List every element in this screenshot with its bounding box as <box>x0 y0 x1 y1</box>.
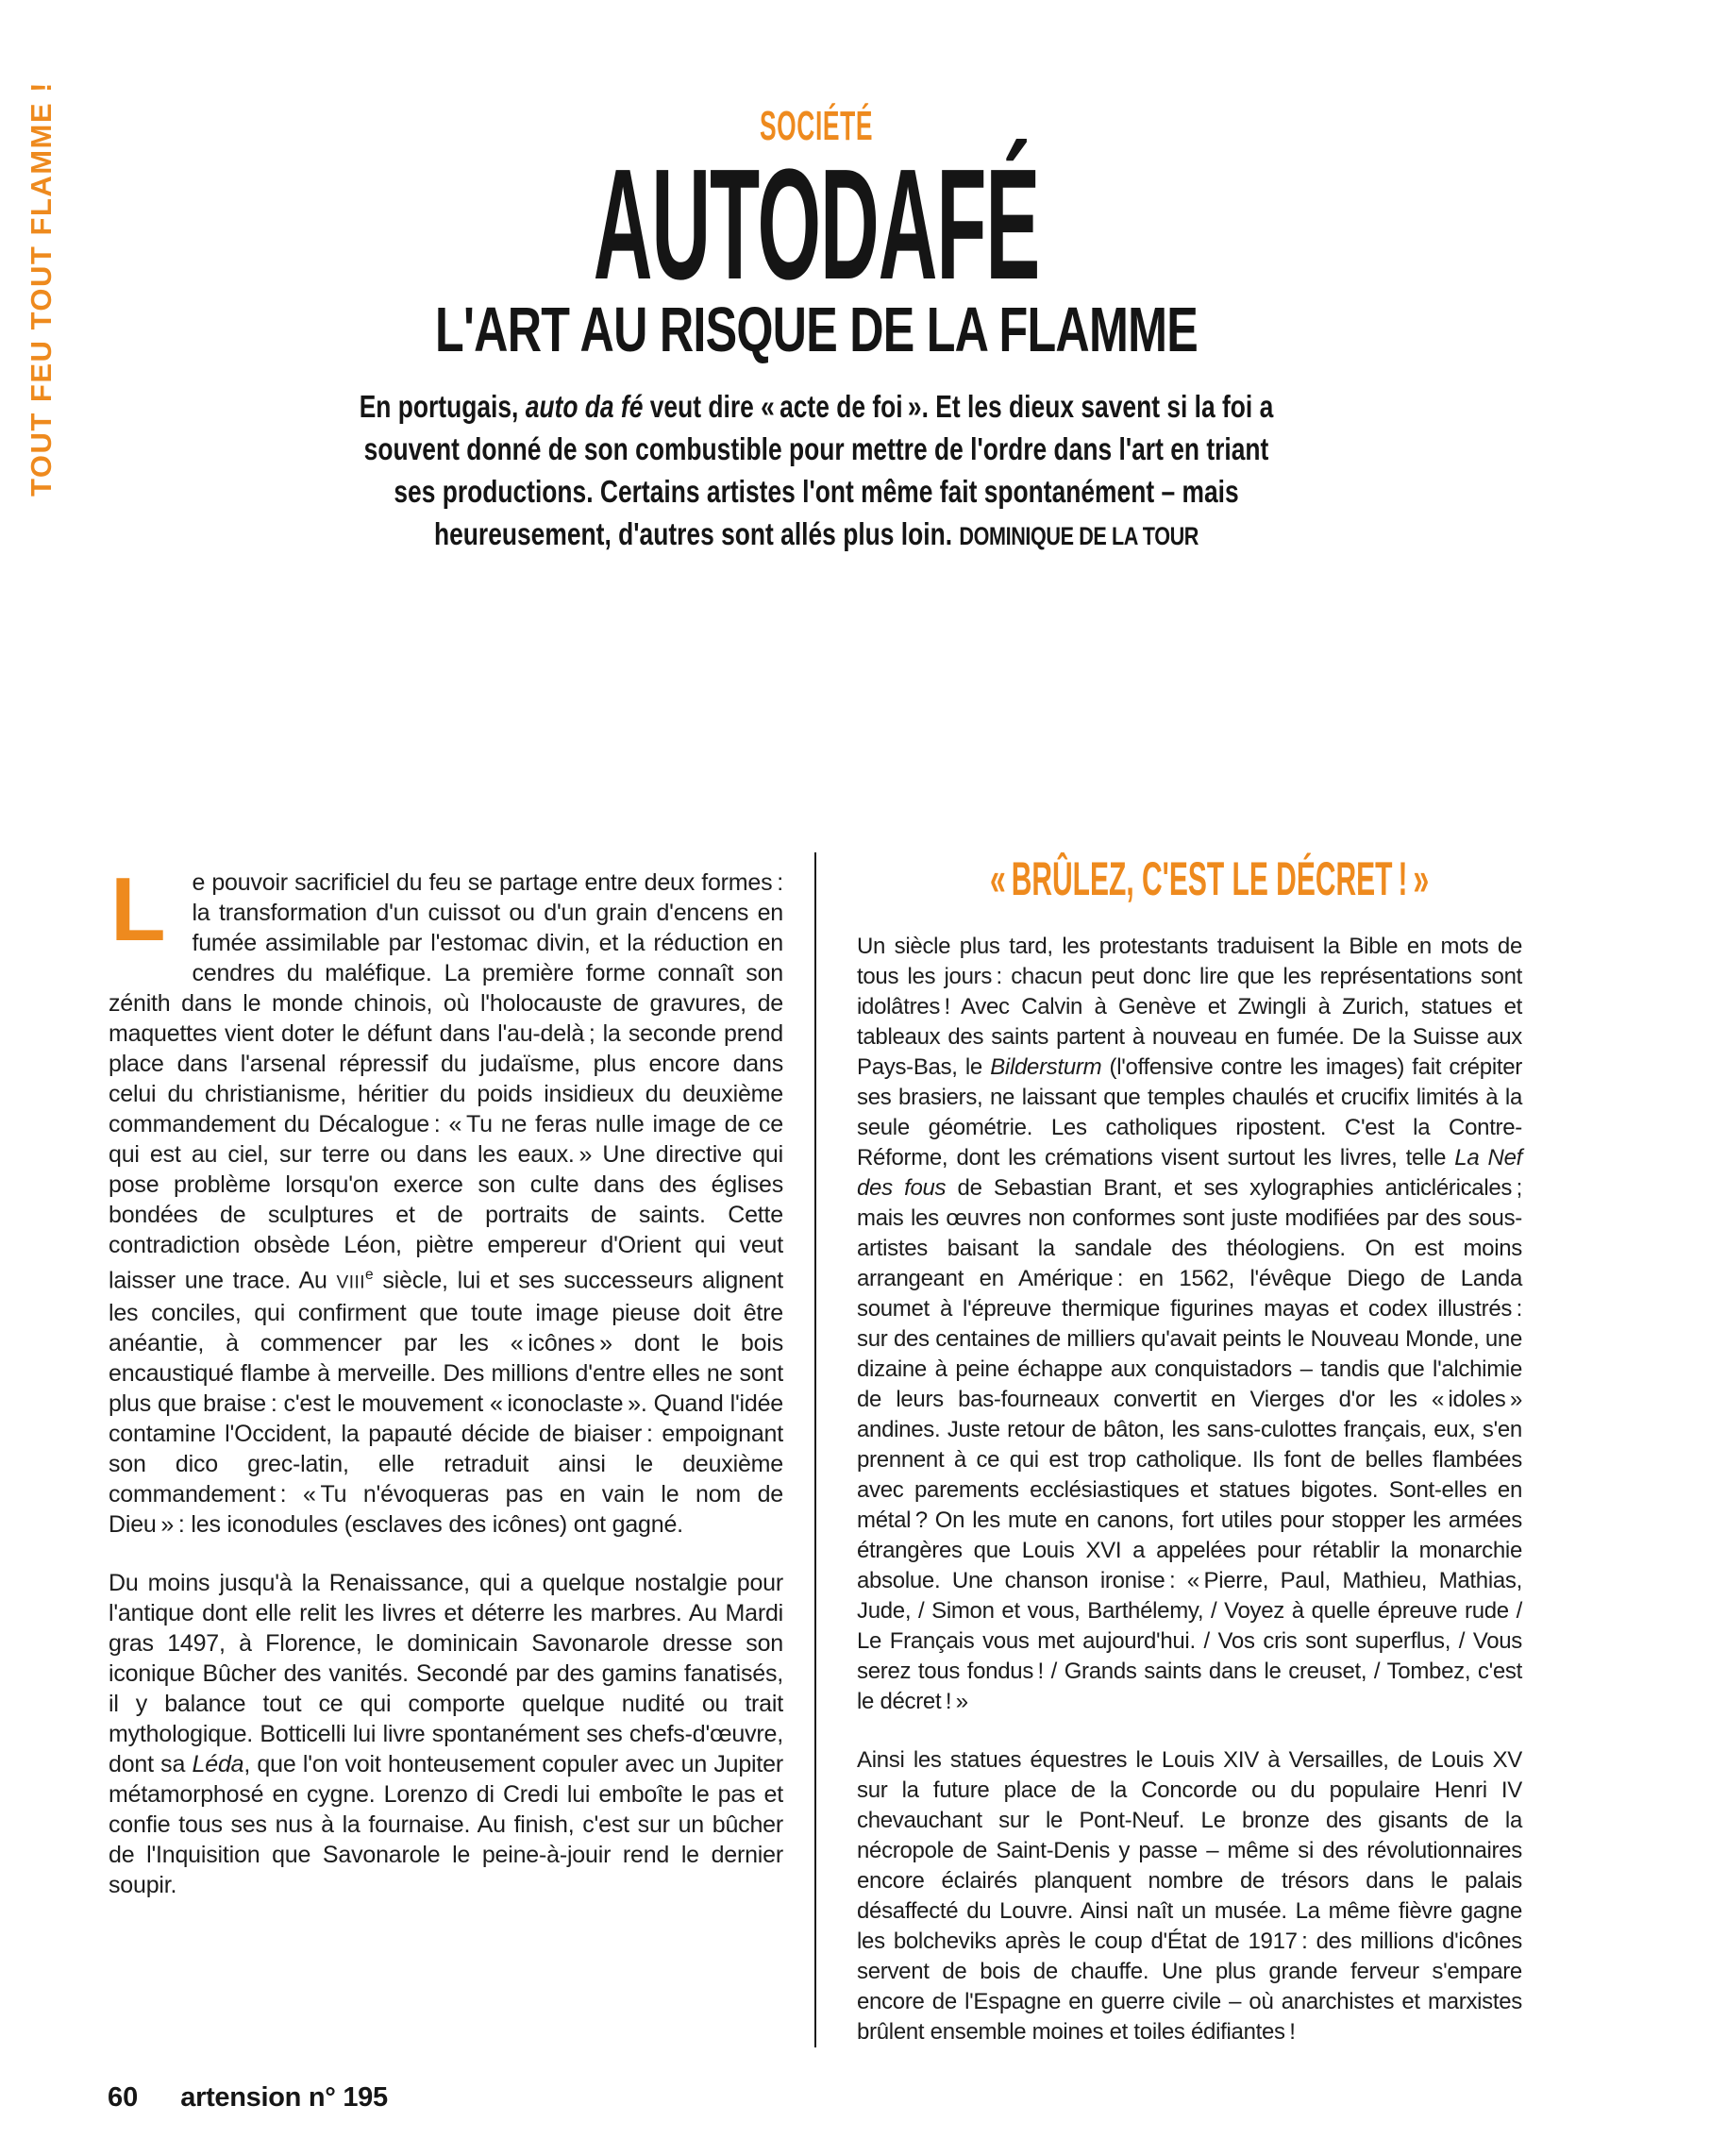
author-byline: DOMINIQUE DE LA TOUR <box>959 522 1199 550</box>
margin-vertical-slogan: TOUT FEU TOUT FLAMME ! <box>25 81 58 497</box>
text-run: Du moins jusqu'à la Renaissance, qui a quelque nostalgie pour l'antique dont elle relit les livres et déterre les marbres. Au Mardi gras 1497, à Florence, le dominicain Savonarole dresse son iconique Bûcher des vanités. Secondé par des gamins fanatisés, il y balance tout ce qui comporte quelque nudité ou trait mythologique. Botticelli lui livre spontanément ses chefs-d'œuvre, dont sa <box>109 1570 783 1778</box>
article-subtitle: L'ART AU RISQUE DE LA FLAMME <box>435 295 1198 365</box>
text-run: VIII <box>336 1272 366 1293</box>
text-run: Léda <box>192 1751 244 1778</box>
paragraph <box>109 1568 783 1900</box>
text-run: auto da fé <box>525 389 644 424</box>
page-footer <box>108 2082 388 2114</box>
paragraph <box>109 859 783 1540</box>
article-header <box>109 103 1524 589</box>
magazine-issue: artension n° 195 <box>180 2082 388 2113</box>
left-column <box>109 852 783 2047</box>
article-body <box>109 852 1524 2047</box>
intro-paragraph <box>250 385 1383 558</box>
page-number: 60 <box>108 2082 139 2113</box>
text-run: siècle, lui et ses successeurs alignent les conciles, qui confirment que toute image pieuse doit être anéantie, à commencer par les « icônes » dont le bois encaustiqué flambe à merveille. Des millions d'entre elles ne sont plus que braise : c'est le mouvement « iconoclaste ». Quand l'idée contamine l'Occident, la papauté décide de biaiser : empoignant son dico grec-latin, elle retraduit ainsi le deuxième commandement : « Tu n'évoqueras pas en vain le nom de Dieu » : les iconodules (esclaves des icônes) ont gagné. <box>109 1267 783 1539</box>
text-run: Bildersturm <box>990 1054 1102 1080</box>
text-run: Ainsi les statues équestres le Louis XIV à Versailles, de Louis XV sur la future place de la Concorde ou du populaire Henri IV chevauchant sur le Pont-Neuf. Le bronze des gisants de la nécropole de Saint-Denis y passe – même si des révolutionnaires encore éclairés planquent nombre de trésors dans le palais désaffecté du Louvre. Ainsi naît un musée. La même fièvre gagne les bolcheviks après le coup d'État de 1917 : des millions d'icônes servent de bois de chauffe. Une plus grande ferveur s'empare encore de l'Espagne en guerre civile – où anarchistes et marxistes brûlent ensemble moines et toiles édifiantes ! <box>857 1747 1522 2045</box>
paragraph <box>857 1745 1522 2047</box>
text-run: En portugais, <box>359 389 526 424</box>
text-run: (l'offensive contre les images) fait crépiter ses brasiers, ne laissant que temples chaulés et crucifix limités à la seule géométrie. Les catholiques ripostent. C'est la Contre-Réforme, dont les crémations visent surtout les livres, telle <box>857 1054 1522 1171</box>
text-run: , que l'on voit honteusement copuler avec un Jupiter métamorphosé en cygne. Lorenzo di Credi lui emboîte le pas et confie tous ses nus à la fournaise. Au finish, c'est sur un bûcher de l'Inquisition que Savonarole le peine-à-jouir rend le dernier soupir. <box>109 1751 783 1899</box>
text-run: e <box>365 1267 374 1283</box>
article-title: AUTODAFÉ <box>593 137 1040 312</box>
paragraph <box>857 932 1522 1717</box>
column-divider-rule <box>814 852 816 2047</box>
text-run: veut dire « acte de foi ». Et les dieux savent si la foi a souvent donné de son combustible pour mettre de l'ordre dans l'art en triant ses productions. Certains artistes l'ont même fait spontanément – mais heureusement, d'autres sont allés plus loin. <box>363 389 1274 551</box>
drop-cap: L <box>110 859 166 960</box>
text-run: e pouvoir sacrificiel du feu se partage entre deux formes : la transformation d'un cuissot ou d'un grain d'encens en fumée assimilable par l'estomac divin, et la réduction en cendres du maléfique. La première forme connaît son zénith dans le monde chinois, où l'holocauste de gravures, de maquettes vient doter le défunt dans l'au-delà ; la seconde prend place dans l'arsenal répressif du judaïsme, plus encore dans celui du christianisme, héritier du poids insidieux du deuxième commandement du Décalogue : « Tu ne feras nulle image de ce qui est au ciel, sur terre ou dans les eaux. » Une directive qui pose problème lorsqu'on exerce son culte dans des églises bondées de sculptures et de portraits de saints. Cette contradiction obsède Léon, piètre empereur d'Orient qui veut laisser une trace. Au <box>109 869 783 1294</box>
right-column <box>857 852 1522 2047</box>
right-column-paragraphs <box>857 932 1522 2047</box>
text-run: Un siècle plus tard, les protestants traduisent la Bible en mots de tous les jours : chacun peut donc lire que les représentations sont idolâtres ! Avec Calvin à Genève et Zwingli à Zurich, statues et tableaux des saints partent à nouveau en fumée. De la Suisse aux Pays-Bas, le <box>857 934 1522 1080</box>
section-kicker: SOCIÉTÉ <box>759 103 874 149</box>
text-run: de Sebastian Brant, et ses xylographies anticléricales ; mais les œuvres non conformes sont juste modifiées par des sous-artistes baisant la sandale des théologiens. On est moins arrangeant en Amérique : en 1562, l'évêque Diego de Landa soumet à l'épreuve thermique figurines mayas et codex illustrés : sur des centaines de milliers qu'avait peints le Nouveau Monde, une dizaine à peine échappe aux conquistadors – tandis que l'alchimie de leurs bas-fourneaux convertit en Vierges d'or les « idoles » andines. Juste retour de bâton, les sans-culottes français, eux, s'en prennent à ce qui est trop catholique. Ils font de belles flambées avec parements ecclésiastiques et statues bigotes. Sont-elles en métal ? On les mute en canons, fort utiles pour stopper les armées étrangères que Louis XVI a appelées pour rétablir la monarchie absolue. Une chanson ironise : « Pierre, Paul, Mathieu, Mathias, Jude, / Simon et vous, Barthélemy, / Voyez à quelle épreuve rude / Le Français vous met aujourd'hui. / Vos cris sont superflus, / Vous serez tous fondus ! / Grands saints dans le creuset, / Tombez, c'est le décret ! » <box>857 1175 1523 1714</box>
section-heading: « BRÛLEZ, C'EST LE DÉCRET ! » <box>990 852 1430 905</box>
text-run: La Nef des fous <box>857 1145 1522 1201</box>
